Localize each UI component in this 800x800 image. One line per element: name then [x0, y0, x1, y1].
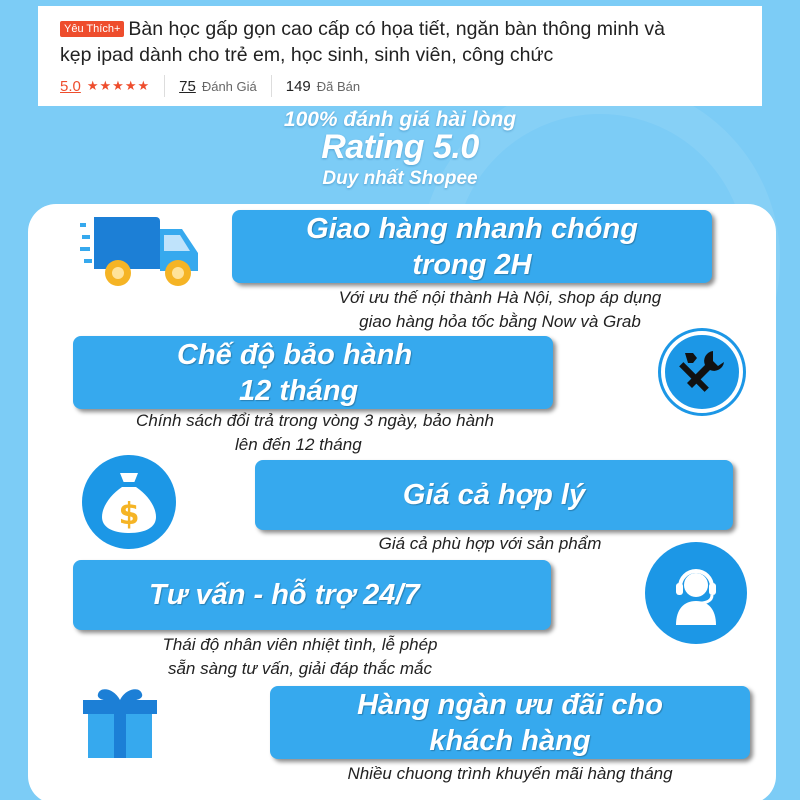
favorite-badge: Yêu Thích+	[60, 21, 124, 37]
feature-promotion-title: Hàng ngàn ưu đãi cho khách hàng	[270, 686, 750, 759]
rating-stars-icon: ★★★★★	[86, 78, 151, 93]
tools-icon	[661, 331, 743, 413]
gift-box-icon	[80, 680, 160, 760]
rating-value: 5.0	[60, 77, 81, 95]
money-bag-icon	[82, 455, 176, 549]
slogan-rating: Rating 5.0	[321, 128, 479, 166]
divider	[164, 75, 165, 97]
feature-delivery-title: Giao hàng nhanh chóng trong 2H	[232, 210, 712, 283]
product-stats	[60, 75, 360, 97]
feature-price-description: Giá cả phù hợp với sản phẩm	[378, 534, 602, 553]
support-headset-icon	[645, 542, 747, 644]
reviews-count: 75	[179, 77, 196, 95]
product-header	[38, 6, 762, 106]
slogan-satisfaction: 100% đánh giá hài lòng	[283, 108, 517, 131]
reviews-label: Đánh Giá	[201, 78, 257, 94]
rating-stat[interactable]	[60, 78, 150, 95]
feature-warranty-title: Chế độ bảo hành 12 tháng	[73, 336, 553, 409]
feature-warranty-description: Chính sách đổi trả trong vòng 3 ngày, bảo hành lên đến 12 tháng	[136, 411, 494, 454]
sold-count: 149	[285, 77, 311, 95]
product-title: Yêu Thích+ Bàn học gấp gọn cao cấp có họa tiết, ngăn bàn thông minh và	[60, 16, 740, 42]
delivery-truck-icon	[80, 215, 205, 290]
divider	[271, 75, 272, 97]
product-title-line2: kẹp ipad dành cho trẻ em, học sinh, sinh viên, công chức	[60, 44, 554, 66]
feature-support-title: Tư vấn - hỗ trợ 24/7	[73, 560, 551, 630]
feature-delivery-description: Với ưu thế nội thành Hà Nội, shop áp dụng giao hàng hỏa tốc bằng Now và Grab	[338, 288, 662, 331]
sold-label: Đã Bán	[316, 78, 361, 94]
slogan-shopee: Duy nhất Shopee	[322, 168, 478, 189]
feature-price-title: Giá cả hợp lý	[255, 460, 733, 530]
sold-stat	[286, 78, 360, 95]
feature-support-description: Thái độ nhân viên nhiệt tình, lễ phép sẵn sàng tư vấn, giải đáp thắc mắc	[162, 635, 438, 678]
reviews-stat[interactable]	[179, 78, 257, 95]
svg-text:$: $	[118, 497, 140, 532]
feature-promotion-description: Nhiều chuong trình khuyến mãi hàng tháng	[347, 764, 673, 783]
